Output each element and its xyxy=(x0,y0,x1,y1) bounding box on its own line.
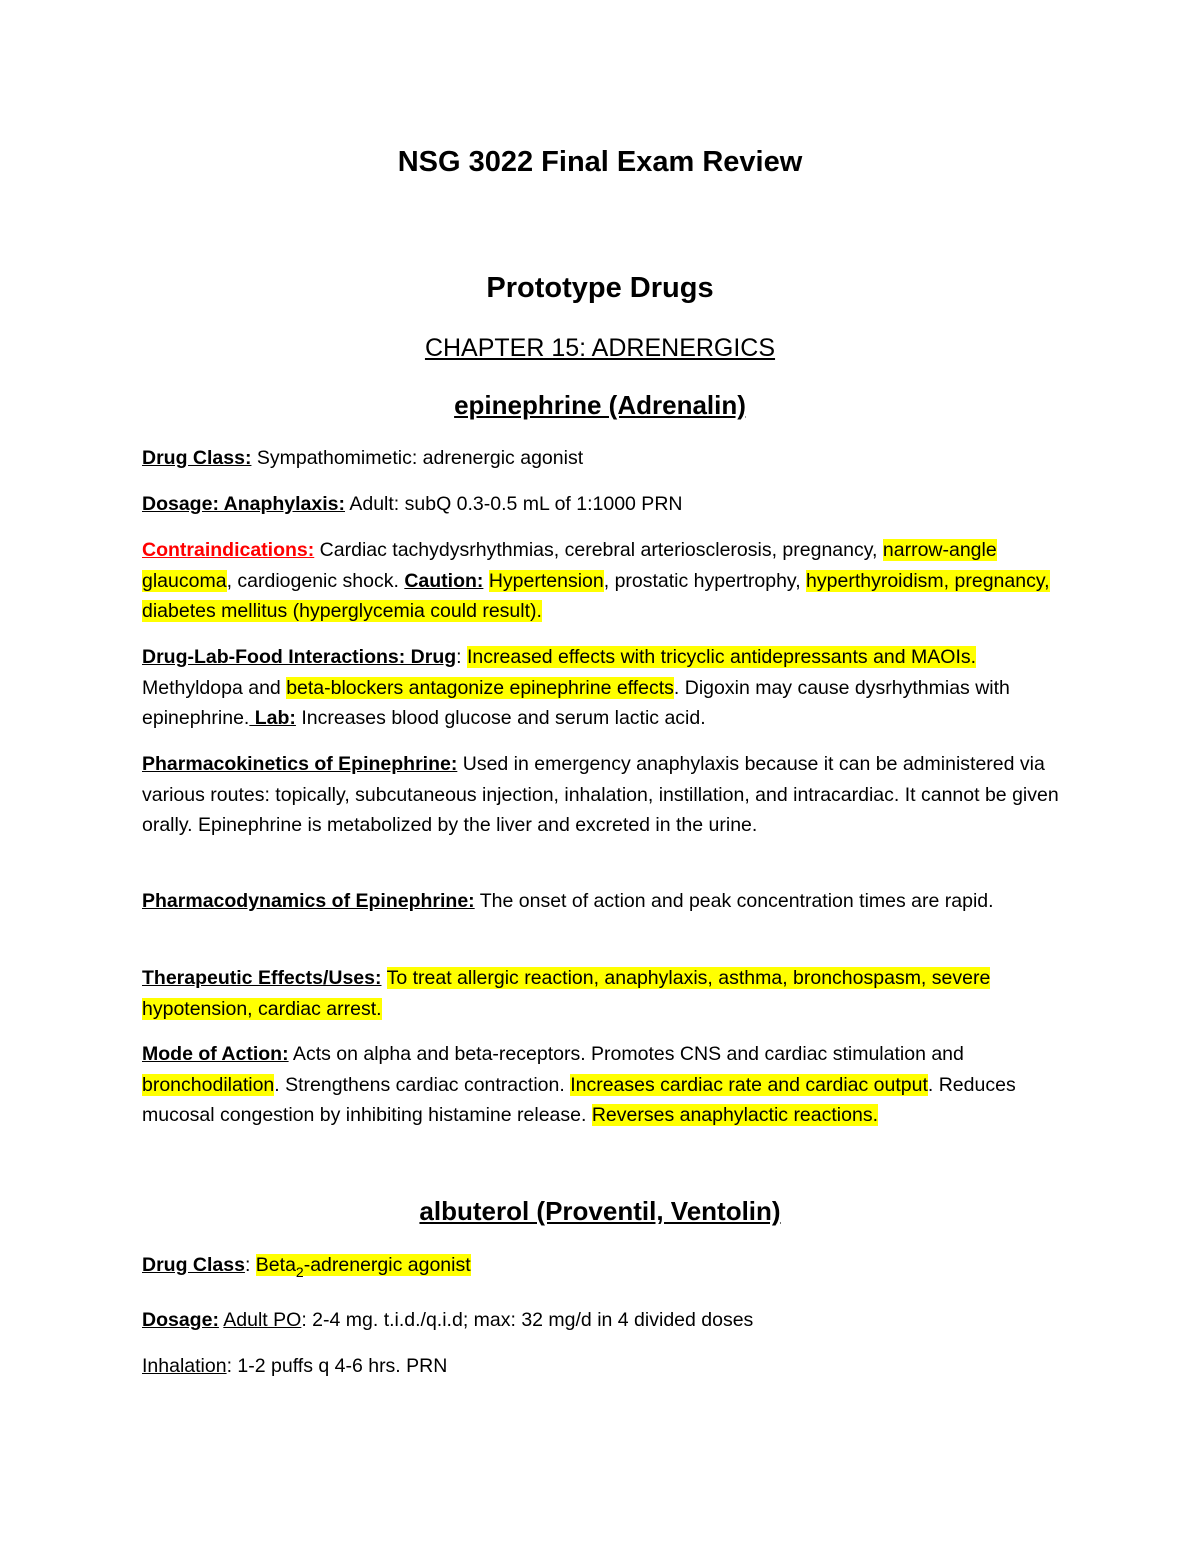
interactions-text-4: Increases blood glucose and serum lactic acid. xyxy=(295,707,706,729)
contraindications-text-3 xyxy=(483,570,488,592)
epinephrine-pharmacokinetics xyxy=(142,749,1062,841)
drug-class-label: Drug Class: xyxy=(142,447,252,469)
contraindications-highlight-3: hyperthyroidism, pregnancy, diabetes mellitus (hyperglycemia could result). xyxy=(142,569,1050,622)
lab-label: Lab: xyxy=(249,707,296,729)
caution-label: Caution: xyxy=(404,569,484,592)
mode-text-1: Acts on alpha and beta-receptors. Promotes CNS and cardiac stimulation and xyxy=(288,1043,964,1065)
inhalation-text: : 1-2 puffs q 4-6 hrs. PRN xyxy=(226,1355,448,1377)
agonist-text: -adrenergic agonist xyxy=(303,1254,471,1276)
mode-text-2: . Strengthens cardiac contraction. xyxy=(274,1073,571,1096)
interactions-label: Drug-Lab-Food Interactions: Drug xyxy=(142,646,457,668)
epinephrine-interactions xyxy=(142,642,1062,734)
albuterol-dosage-text: : 2-4 mg. t.i.d./q.i.d; max: 32 mg/d in 4 divided doses xyxy=(301,1309,754,1331)
contraindications-highlight-1: narrow-angle glaucoma xyxy=(142,539,997,592)
contraindications-text-4: , prostatic hypertrophy, xyxy=(603,569,807,592)
mode-text-3: . Reduces mucosal congestion by inhibiting histamine release. xyxy=(142,1073,1016,1126)
mode-highlight-3: Reverses anaphylactic reactions. xyxy=(591,1104,878,1126)
inhalation-label: Inhalation xyxy=(142,1355,227,1377)
albuterol-route-label: Adult PO xyxy=(223,1309,302,1331)
contraindications-label: Contraindications: xyxy=(142,539,315,561)
document-subtitle: Prototype Drugs xyxy=(486,272,714,304)
beta-text: Beta xyxy=(255,1254,296,1276)
epinephrine-dosage xyxy=(142,489,1062,520)
contraindications-text-2: , cardiogenic shock. xyxy=(226,569,405,592)
beta-subscript: 2 xyxy=(295,1264,304,1280)
interactions-highlight-1: Increased effects with tricyclic antidepressants and MAOIs. xyxy=(467,646,977,668)
interactions-text-2: Methyldopa and xyxy=(142,676,287,699)
albuterol-drug-class-highlight xyxy=(255,1254,471,1280)
document-title: NSG 3022 Final Exam Review xyxy=(397,146,803,178)
mode-highlight-1: bronchodilation xyxy=(142,1073,275,1096)
dosage-label: Dosage: Anaphylaxis: xyxy=(142,493,345,515)
epinephrine-contraindications xyxy=(142,535,1062,627)
albuterol-drug-class-label: Drug Class xyxy=(142,1254,245,1276)
albuterol-drug-class-text: : xyxy=(244,1254,256,1276)
epinephrine-pharmacodynamics xyxy=(142,886,1062,917)
pharmacokinetics-label: Pharmacokinetics of Epinephrine: xyxy=(142,753,458,775)
therapeutic-highlight-1: To treat allergic reaction, anaphylaxis, asthma, bronchospasm, severe hypotension, cardiac arrest. xyxy=(142,967,991,1020)
interactions-text-3: . Digoxin may cause dysrhythmias with epinephrine. xyxy=(142,676,1010,729)
albuterol-inhalation xyxy=(142,1351,1062,1382)
interactions-text-1: : xyxy=(456,646,467,668)
albuterol-dosage-label: Dosage: xyxy=(142,1309,219,1331)
mode-label: Mode of Action: xyxy=(142,1043,289,1065)
drug-class-text: Sympathomimetic: adrenergic agonist xyxy=(251,447,584,469)
pharmacodynamics-text: The onset of action and peak concentration times are rapid. xyxy=(474,890,994,912)
chapter-heading: CHAPTER 15: ADRENERGICS xyxy=(424,334,776,362)
therapeutic-text-1 xyxy=(382,967,387,989)
mode-highlight-2: Increases cardiac rate and cardiac output xyxy=(570,1073,928,1096)
dosage-adult-label: Adult: xyxy=(345,493,400,515)
interactions-highlight-2: beta-blockers antagonize epinephrine effects xyxy=(286,676,674,699)
therapeutic-label: Therapeutic Effects/Uses: xyxy=(142,967,382,989)
epinephrine-mode-of-action xyxy=(142,1039,1062,1131)
contraindications-highlight-2: Hypertension xyxy=(488,569,604,592)
dosage-text: subQ 0.3-0.5 mL of 1:1000 PRN xyxy=(399,493,683,515)
contraindications-text-1: Cardiac tachydysrhythmias, cerebral arteriosclerosis, pregnancy, xyxy=(314,539,883,561)
epinephrine-heading: epinephrine (Adrenalin) xyxy=(454,390,746,420)
albuterol-dosage xyxy=(142,1305,1062,1336)
pharmacokinetics-text: Used in emergency anaphylaxis because it can be administered via various routes: topically, subcutaneous injection, inhalation, instillation, and intracardiac. It cannot be given orally. Epinephrine is metabolized by the liver and excreted in the urine. xyxy=(142,753,1059,836)
epinephrine-drug-class xyxy=(142,443,1062,474)
albuterol-heading: albuterol (Proventil, Ventolin) xyxy=(419,1196,781,1226)
pharmacodynamics-label: Pharmacodynamics of Epinephrine: xyxy=(142,890,475,912)
epinephrine-therapeutic-uses xyxy=(142,963,1062,1024)
albuterol-drug-class xyxy=(142,1250,1062,1281)
